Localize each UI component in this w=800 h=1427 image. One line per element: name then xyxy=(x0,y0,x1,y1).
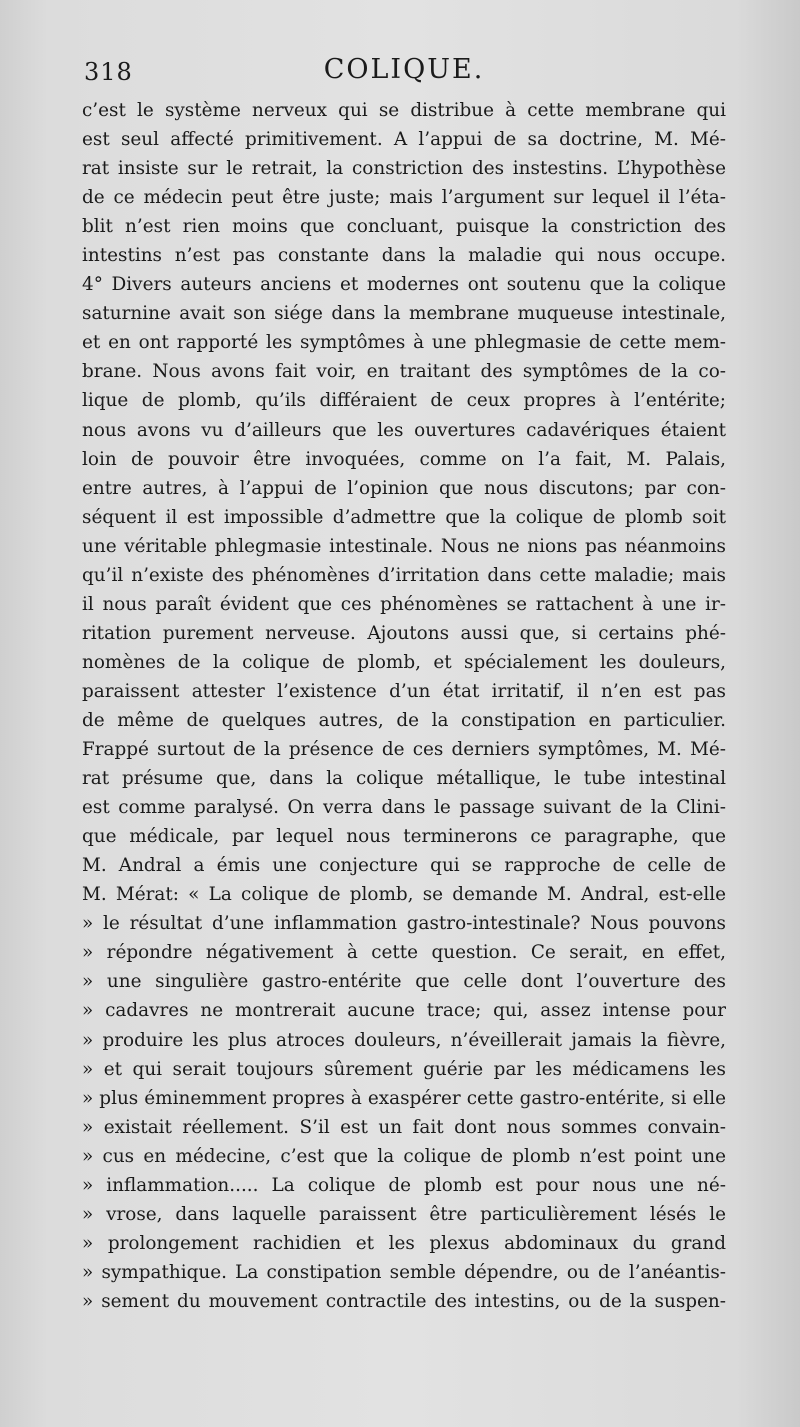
text-line: il nous paraît évident que ces phénomènes se rattachent à une ir- xyxy=(82,593,726,615)
text-line: 4° Divers auteurs anciens et modernes ont soutenu que la colique xyxy=(82,274,726,296)
text-line: blit n’est rien moins que concluant, puisque la constriction des xyxy=(82,216,726,238)
running-title: COLIQUE. xyxy=(323,54,485,85)
quote-line: » une singulière gastro-entérite que celle dont l’ouverture des xyxy=(82,971,726,993)
text-line: brane. Nous avons fait voir, en traitant des symptômes de la co- xyxy=(82,361,726,383)
text-line: nomènes de la colique de plomb, et spécialement les douleurs, xyxy=(82,651,726,673)
text-line: de même de quelques autres, de la constipation en particulier. xyxy=(82,709,726,731)
text-line: qu’il n’existe des phénomènes d’irritation dans cette maladie; mais xyxy=(82,564,726,586)
text-line: c’est le système nerveux qui se distribue à cette membrane qui xyxy=(82,100,726,121)
text-line: est comme paralysé. On verra dans le passage suivant de la Clini- xyxy=(82,797,726,819)
text-line: loin de pouvoir être invoquées, comme on l’a fait, M. Palais, xyxy=(82,448,726,470)
text-line: intestins n’est pas constante dans la maladie qui nous occupe. xyxy=(82,245,726,267)
quote-line: » cadavres ne montrerait aucune trace; qui, assez intense pour xyxy=(82,1000,726,1022)
page-number: 318 xyxy=(84,58,133,86)
text-line: rat présume que, dans la colique métallique, le tube intestinal xyxy=(82,768,726,790)
text-line: et en ont rapporté les symptômes à une phlegmasie de cette mem- xyxy=(82,332,726,354)
quote-line: » cus en médecine, c’est que la colique de plomb n’est point une xyxy=(82,1145,726,1167)
text-line: Frappé surtout de la présence de ces derniers symptômes, M. Mé- xyxy=(82,739,726,761)
quote-line: » sympathique. La constipation semble dépendre, ou de l’anéantis- xyxy=(82,1261,726,1283)
text-line: est seul affecté primitivement. A l’appui de sa doctrine, M. Mé- xyxy=(82,129,726,151)
text-line: M. Andral a émis une conjecture qui se rapproche de celle de xyxy=(82,855,726,877)
quote-line: » répondre négativement à cette question. Ce serait, en effet, xyxy=(82,942,726,964)
text-line: paraissent attester l’existence d’un état irritatif, il n’en est pas xyxy=(82,680,726,702)
text-line: ritation purement nerveuse. Ajoutons aussi que, si certains phé- xyxy=(82,622,726,644)
text-line: que médicale, par lequel nous terminerons ce paragraphe, que xyxy=(82,826,726,848)
text-line: une véritable phlegmasie intestinale. Nous ne nions pas néanmoins xyxy=(82,535,726,557)
text-line: rat insiste sur le retrait, la constriction des instestins. L’hypothèse xyxy=(82,158,726,180)
text-line: nous avons vu d’ailleurs que les ouvertures cadavériques étaient xyxy=(82,419,726,441)
text-line: M. Mérat: « La colique de plomb, se demande M. Andral, est-elle xyxy=(82,884,726,906)
text-line: saturnine avait son siége dans la membrane muqueuse intestinale, xyxy=(82,303,726,325)
body-text xyxy=(82,96,726,1316)
text-line: de ce médecin peut être juste; mais l’argument sur lequel il l’éta- xyxy=(82,187,726,209)
quote-line: » inflammation..... La colique de plomb est pour nous une né- xyxy=(82,1174,726,1196)
quote-line: » produire les plus atroces douleurs, n’éveillerait jamais la fièvre, xyxy=(82,1029,726,1051)
text-line: lique de plomb, qu’ils différaient de ceux propres à l’entérite; xyxy=(82,390,726,412)
quote-line: » le résultat d’une inflammation gastro-intestinale? Nous pouvons xyxy=(82,913,726,935)
quote-line: » prolongement rachidien et les plexus abdominaux du grand xyxy=(82,1232,726,1254)
quote-line: » vrose, dans laquelle paraissent être particulièrement lésés le xyxy=(82,1203,726,1225)
quote-line: » existait réellement. S’il est un fait dont nous sommes convain- xyxy=(82,1116,726,1138)
text-line: séquent il est impossible d’admettre que la colique de plomb soit xyxy=(82,506,726,528)
page-header xyxy=(84,54,724,94)
quote-line: » sement du mouvement contractile des intestins, ou de la suspen- xyxy=(82,1290,726,1312)
quote-line: » et qui serait toujours sûrement guérie par les médicamens les xyxy=(82,1058,726,1080)
quote-line: » plus éminemment propres à exaspérer cette gastro-entérite, si elle xyxy=(82,1087,726,1109)
text-line: entre autres, à l’appui de l’opinion que nous discutons; par con- xyxy=(82,477,726,499)
